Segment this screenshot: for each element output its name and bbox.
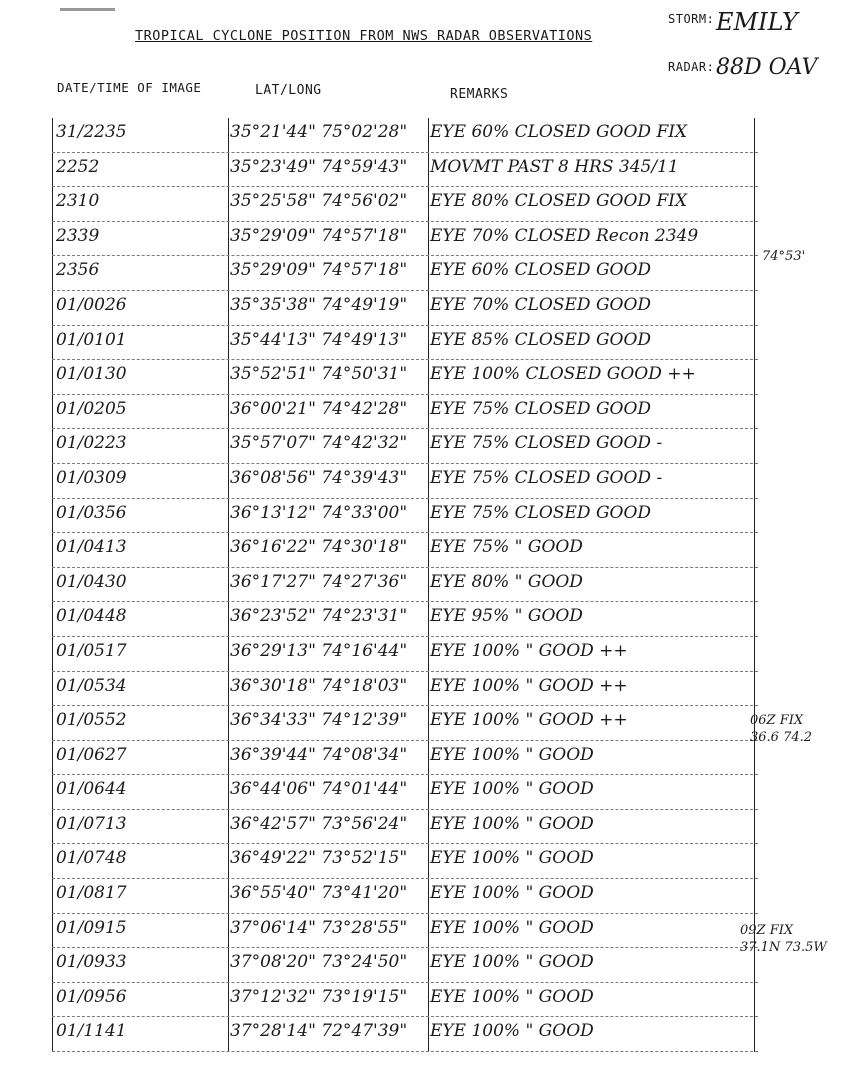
table-row [52, 948, 758, 983]
margin-note-09z-fix [740, 922, 827, 956]
date-time-cell: 01/0933 [56, 952, 127, 973]
lat-long-cell: 35°29'09" 74°57'18" [230, 225, 408, 246]
remarks-cell: EYE 60% CLOSED GOOD [430, 260, 652, 281]
margin-note-recon-longitude: 74°53' [762, 249, 806, 264]
date-time-cell: 01/0205 [56, 398, 127, 419]
remarks-cell: EYE 70% CLOSED GOOD [430, 294, 652, 315]
table-row [52, 983, 758, 1018]
lat-long-cell: 37°08'20" 73°24'50" [230, 952, 408, 973]
date-time-cell: 01/0430 [56, 571, 127, 592]
lat-long-cell: 36°16'22" 74°30'18" [230, 537, 408, 558]
table-row [52, 464, 758, 499]
remarks-cell: EYE 75% CLOSED GOOD [430, 502, 652, 523]
table-row [52, 914, 758, 949]
table-row [52, 533, 758, 568]
lat-long-cell: 35°44'13" 74°49'13" [230, 329, 408, 350]
date-time-cell: 01/0356 [56, 502, 127, 523]
table-row [52, 775, 758, 810]
remarks-cell: EYE 70% CLOSED Recon 2349 [430, 225, 699, 246]
lat-long-cell: 35°25'58" 74°56'02" [230, 191, 408, 212]
remarks-cell: EYE 85% CLOSED GOOD [430, 329, 652, 350]
lat-long-cell: 36°34'33" 74°12'39" [230, 710, 408, 731]
margin-note-06z-position: 36.6 74.2 [750, 730, 813, 745]
remarks-cell: MOVMT PAST 8 HRS 345/11 [430, 156, 679, 177]
remarks-cell: EYE 100% " GOOD [430, 779, 594, 800]
remarks-cell: EYE 75% CLOSED GOOD - [430, 467, 663, 488]
date-time-cell: 2339 [56, 225, 100, 246]
date-time-cell: 2310 [56, 191, 100, 212]
date-time-cell: 01/0026 [56, 294, 127, 315]
table-row [52, 291, 758, 326]
date-time-cell: 2356 [56, 260, 100, 281]
lat-long-cell: 37°06'14" 73°28'55" [230, 917, 408, 938]
column-header-lat-long: LAT/LONG [255, 83, 322, 98]
remarks-cell: EYE 60% CLOSED GOOD FIX [430, 122, 688, 142]
table-row [52, 222, 758, 257]
table-row [52, 637, 758, 672]
date-time-cell: 01/0817 [56, 883, 127, 904]
margin-note-06z-fix [750, 712, 812, 746]
form-title: TROPICAL CYCLONE POSITION FROM NWS RADAR OBSERVATIONS [135, 28, 593, 44]
margin-note-06z-label: 06Z FIX [750, 713, 804, 728]
lat-long-cell: 36°13'12" 74°33'00" [230, 502, 408, 523]
lat-long-cell: 36°55'40" 73°41'20" [230, 883, 408, 904]
date-time-cell: 31/2235 [56, 122, 127, 142]
table-row [52, 499, 758, 534]
table-row [52, 1017, 758, 1052]
remarks-cell: EYE 100% " GOOD ++ [430, 710, 628, 731]
table-row [52, 429, 758, 464]
observation-log [52, 118, 758, 1052]
date-time-cell: 2252 [56, 156, 100, 177]
lat-long-cell: 36°00'21" 74°42'28" [230, 398, 408, 419]
remarks-cell: EYE 100% " GOOD [430, 848, 594, 869]
remarks-cell: EYE 100% " GOOD [430, 813, 594, 834]
table-row [52, 326, 758, 361]
lat-long-cell: 35°21'44" 75°02'28" [230, 122, 408, 142]
lat-long-cell: 36°49'22" 73°52'15" [230, 848, 408, 869]
lat-long-cell: 36°42'57" 73°56'24" [230, 813, 408, 834]
lat-long-cell: 36°08'56" 74°39'43" [230, 467, 408, 488]
radar-value: 88D OAV [716, 55, 818, 80]
lat-long-cell: 35°35'38" 74°49'19" [230, 294, 408, 315]
lat-long-cell: 35°23'49" 74°59'43" [230, 156, 408, 177]
lat-long-cell: 37°12'32" 73°19'15" [230, 986, 408, 1007]
remarks-cell: EYE 100% " GOOD [430, 917, 594, 938]
remarks-cell: EYE 100% " GOOD ++ [430, 640, 628, 661]
lat-long-cell: 35°52'51" 74°50'31" [230, 364, 408, 385]
date-time-cell: 01/1141 [56, 1021, 127, 1042]
remarks-cell: EYE 100% " GOOD ++ [430, 675, 628, 696]
lat-long-cell: 35°29'09" 74°57'18" [230, 260, 408, 281]
column-header-date-time: DATE/TIME OF IMAGE [57, 80, 202, 95]
remarks-cell: EYE 95% " GOOD [430, 606, 583, 627]
table-row [52, 741, 758, 776]
remarks-cell: EYE 100% " GOOD [430, 744, 594, 765]
date-time-cell: 01/0517 [56, 640, 127, 661]
date-time-cell: 01/0309 [56, 467, 127, 488]
scan-smudge [60, 8, 115, 11]
remarks-cell: EYE 100% " GOOD [430, 952, 594, 973]
remarks-cell: EYE 80% CLOSED GOOD FIX [430, 191, 688, 212]
lat-long-cell: 36°39'44" 74°08'34" [230, 744, 408, 765]
date-time-cell: 01/0748 [56, 848, 127, 869]
margin-note-09z-label: 09Z FIX [740, 923, 794, 938]
table-row [52, 187, 758, 222]
table-row [52, 602, 758, 637]
date-time-cell: 01/0413 [56, 537, 127, 558]
remarks-cell: EYE 100% CLOSED GOOD ++ [430, 364, 696, 385]
remarks-cell: EYE 75% CLOSED GOOD - [430, 433, 663, 454]
lat-long-cell: 37°28'14" 72°47'39" [230, 1021, 408, 1042]
table-row [52, 568, 758, 603]
remarks-cell: EYE 100% " GOOD [430, 883, 594, 904]
table-row [52, 395, 758, 430]
lat-long-cell: 36°30'18" 74°18'03" [230, 675, 408, 696]
date-time-cell: 01/0644 [56, 779, 127, 800]
date-time-cell: 01/0956 [56, 986, 127, 1007]
date-time-cell: 01/0448 [56, 606, 127, 627]
date-time-cell: 01/0534 [56, 675, 127, 696]
remarks-cell: EYE 75% " GOOD [430, 537, 583, 558]
table-row [52, 879, 758, 914]
date-time-cell: 01/0130 [56, 364, 127, 385]
table-row [52, 672, 758, 707]
lat-long-cell: 35°57'07" 74°42'32" [230, 433, 408, 454]
date-time-cell: 01/0101 [56, 329, 127, 350]
lat-long-cell: 36°23'52" 74°23'31" [230, 606, 408, 627]
storm-label: STORM: [668, 12, 715, 26]
table-row [52, 706, 758, 741]
date-time-cell: 01/0627 [56, 744, 127, 765]
table-row [52, 153, 758, 188]
lat-long-cell: 36°44'06" 74°01'44" [230, 779, 408, 800]
date-time-cell: 01/0915 [56, 917, 127, 938]
date-time-cell: 01/0223 [56, 433, 127, 454]
remarks-cell: EYE 75% CLOSED GOOD [430, 398, 652, 419]
remarks-cell: EYE 100% " GOOD [430, 986, 594, 1007]
remarks-cell: EYE 80% " GOOD [430, 571, 583, 592]
table-row [52, 118, 758, 153]
radar-label: RADAR: [668, 60, 715, 74]
date-time-cell: 01/0713 [56, 813, 127, 834]
remarks-cell: EYE 100% " GOOD [430, 1021, 594, 1042]
lat-long-cell: 36°17'27" 74°27'36" [230, 571, 408, 592]
lat-long-cell: 36°29'13" 74°16'44" [230, 640, 408, 661]
table-row [52, 256, 758, 291]
storm-value: EMILY [716, 8, 798, 36]
margin-note-09z-position: 37.1N 73.5W [740, 940, 827, 955]
date-time-cell: 01/0552 [56, 710, 127, 731]
table-row [52, 810, 758, 845]
table-row [52, 844, 758, 879]
table-row [52, 360, 758, 395]
column-header-remarks: REMARKS [450, 87, 509, 102]
